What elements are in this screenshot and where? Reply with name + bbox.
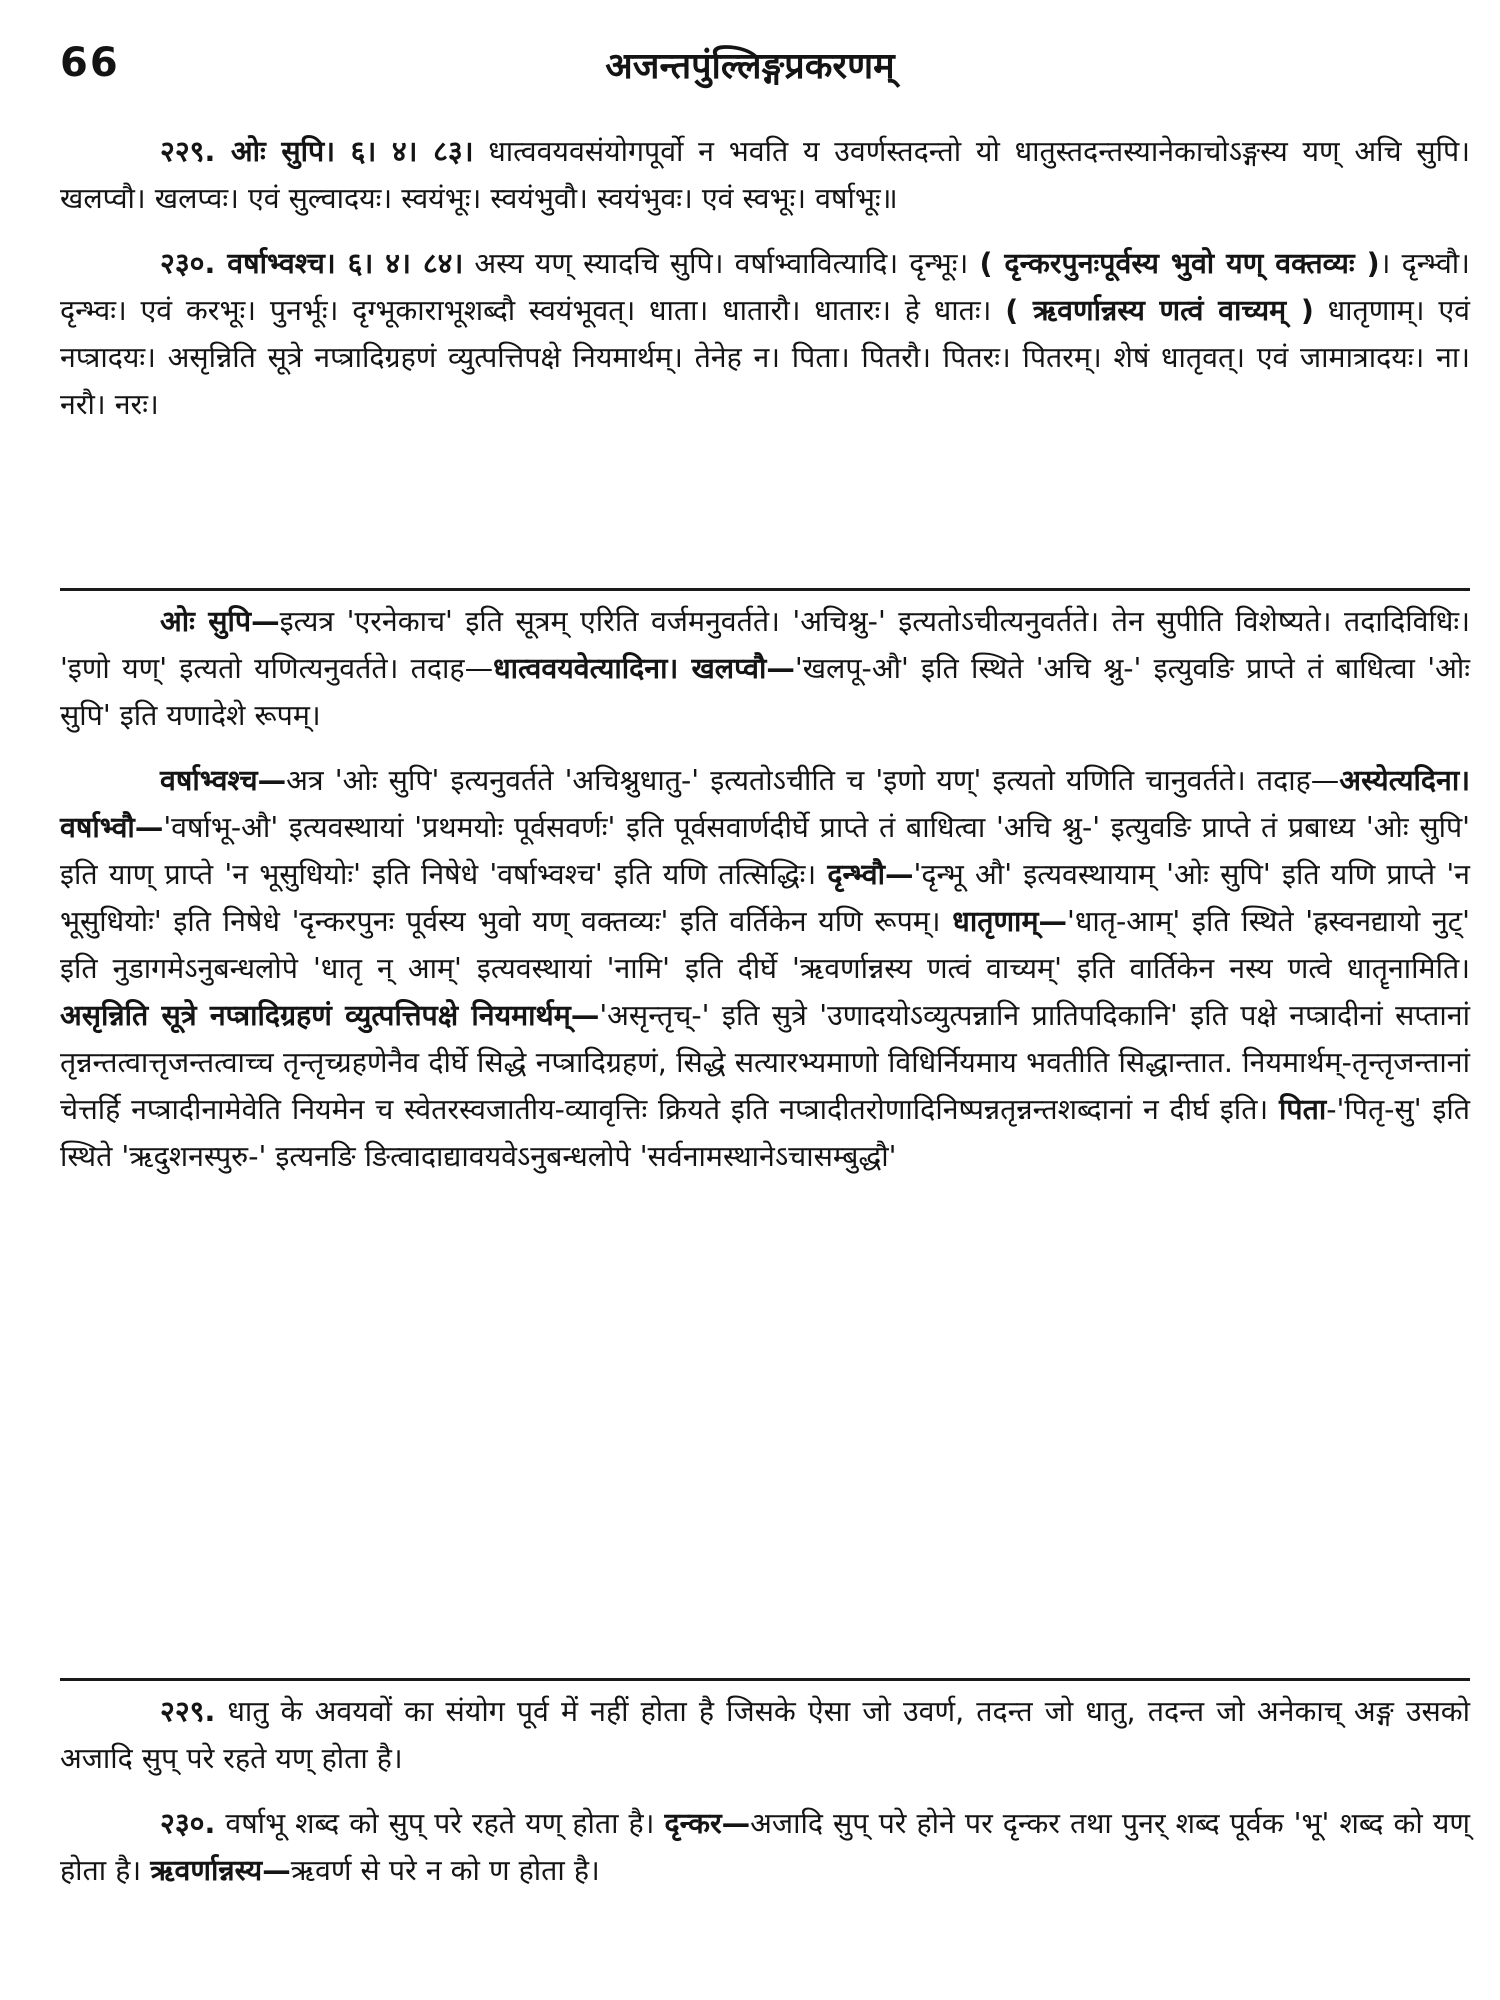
bold-text: २२९. ओः सुपि। ६। ४। ८३।	[160, 135, 474, 168]
body-text: धातु के अवयवों का संयोग पूर्व में नहीं होता है जिसके ऐसा जो उवर्ण, तदन्त जो धातु, तदन्त जो अनेकाच् अङ्ग उसको अजादि सुप् परे रहते यण् होता है।	[60, 1695, 1470, 1775]
paragraph	[60, 598, 1470, 739]
body-text: -'पितृ-सु' इति स्थिते 'ऋदुशनस्पुरु-' इत्यनङि ङित्वादाद्यावयवेऽनुबन्धलोपे 'सर्वनामस्थानेऽचासम्बुद्धौ'	[60, 1093, 1470, 1173]
body-text: अत्र 'ओः सुपि' इत्यनुवर्तते 'अचिश्नुधातु-' इत्यतोऽचीति च 'इणो यण्' इत्यतो यणिति चानुवर्तते। तदाह—	[286, 764, 1340, 797]
body-text: धात्ववयवसंयोगपूर्वो न भवति य उवर्णस्तदन्तो यो धातुस्तदन्तस्यानेकाचोऽङ्गस्य यण् अचि सुपि। खलप्वौ। खलप्वः। एवं सुल्वादयः। स्वयंभूः। स्वयंभुवौ। स्वयंभुवः। एवं स्वभूः। वर्षाभूः॥	[60, 135, 1470, 215]
bold-text: अस्येत्यदिना। वर्षाभ्वौ—	[60, 764, 1470, 844]
paragraph	[60, 128, 1470, 222]
page-header	[60, 40, 1440, 100]
section-divider	[60, 588, 1470, 591]
bold-text: धात्ववयवेत्यादिना। खलप्वौ—	[493, 652, 795, 685]
bold-text: ( ऋवर्णान्नस्य णत्वं वाच्यम् )	[1005, 294, 1314, 327]
body-text: 'दृन्भू औ' इत्यवस्थायाम् 'ओः सुपि' इति यणि प्राप्ते 'न भूसुधियोः' इति निषेधे 'दृन्करपुनः पूर्वस्य भुवो यण् वक्तव्यः' इति वर्तिकेन यणि रूपम्।	[60, 858, 1470, 938]
body-text: अजादि सुप् परे होने पर दृन्कर तथा पुनर् शब्द पूर्वक 'भू' शब्द को यण् होता है।	[60, 1807, 1470, 1887]
bold-text: पिता	[1279, 1093, 1327, 1126]
bold-text: २३०.	[160, 1807, 216, 1840]
paragraph	[60, 240, 1470, 428]
paragraph	[60, 1688, 1470, 1782]
body-text: ऋवर्ण से परे न को ण होता है।	[290, 1854, 600, 1887]
bold-text: २२९.	[160, 1695, 216, 1728]
body-text: 'खलपू-औ' इति स्थिते 'अचि श्नु-' इत्युवङि प्राप्ते तं बाधित्वा 'ओः सुपि' इति यणादेशे रूपम्।	[60, 652, 1470, 732]
bold-text: धातृणाम्—	[952, 905, 1067, 938]
bold-text: २३०. वर्षाभ्वश्च। ६। ४। ८४।	[160, 247, 464, 280]
commentary-section	[60, 598, 1470, 1198]
paragraph	[60, 757, 1470, 1180]
hindi-translation-section	[60, 1688, 1470, 1912]
bold-text: दृन्कर—	[664, 1807, 751, 1840]
section-divider	[60, 1678, 1470, 1681]
body-text: । दृन्भ्वौ। दृन्भ्वः। एवं करभूः। पुनर्भूः। दृग्भूकाराभूशब्दौ स्वयंभूवत्। धाता। धातारौ। धातारः। हे धातः।	[60, 247, 1470, 327]
bold-text: ओः सुपि—	[160, 605, 280, 638]
body-text: अस्य यण् स्यादचि सुपि। वर्षाभ्वावित्यादि। दृन्भूः।	[463, 247, 980, 280]
body-text: 'धातृ-आम्' इति स्थिते 'ह्रस्वनद्यायो नुट्' इति नुडागमेऽनुबन्धलोपे 'धातृ न् आम्' इत्यवस्थायां 'नामि' इति दीर्घे 'ऋवर्णान्नस्य णत्वं वाच्यम्' इति वार्तिकेन नस्य णत्वे धातॄनामिति।	[60, 905, 1470, 985]
page-number: 66	[60, 40, 120, 86]
body-text: वर्षाभू शब्द को सुप् परे रहते यण् होता है।	[215, 1807, 665, 1840]
body-text: धातृणाम्। एवं नप्त्रादयः। असृन्निति सूत्रे नप्त्रादिग्रहणं व्युत्पत्तिपक्षे नियमार्थम्। तेनेह न। पिता। पितरौ। पितरः। पितरम्। शेषं धातृवत्। एवं जामात्रादयः। ना। नरौ। नरः।	[60, 294, 1470, 421]
body-text: 'असृन्तृच्-' इति सुत्रे 'उणादयोऽव्युत्पन्नानि प्रातिपदिकानि' इति पक्षे नप्त्रादीनां सप्तानां तृन्नन्तत्वात्तृजन्तत्वाच्च तृन्तृच्ग्रहणेनैव दीर्घे सिद्धे नप्त्रादिग्रहणं, सिद्धे सत्यारभ्यमाणो विधिर्नियमाय भवतीति सिद्धान्तात. नियमार्थम्-तृन्तृजन्तानां चेत्तर्हि नप्त्रादीनामेवेति नियमेन च स्वेतरस्वजातीय-व्यावृत्तिः क्रियते इति नप्त्रादीतरोणादिनिष्पन्नतृन्नन्तशब्दानां न दीर्घ इति।	[60, 999, 1470, 1126]
bold-text: असृन्निति सूत्रे नप्त्रादिग्रहणं व्युत्पत्तिपक्षे नियमार्थम्—	[60, 999, 600, 1032]
sutra-section	[60, 128, 1470, 446]
bold-text: वर्षाभ्वश्च—	[160, 764, 287, 797]
paragraph	[60, 1800, 1470, 1894]
body-text: इत्यत्र 'एरनेकाच' इति सूत्रम् एरिति वर्जमनुवर्तते। 'अचिश्नु-' इत्यतोऽचीत्यनुवर्तते। तेन सुपीति विशेष्यते। तदादिविधिः। 'इणो यण्' इत्यतो यणित्यनुवर्तते। तदाह—	[60, 605, 1470, 685]
bold-text: दृन्भ्वौ—	[827, 858, 914, 891]
bold-text: ऋवर्णान्नस्य—	[150, 1854, 291, 1887]
body-text: 'वर्षाभू-औ' इत्यवस्थायां 'प्रथमयोः पूर्वसवर्णः' इति पूर्वसवार्णदीर्घे प्राप्ते तं बाधित्वा 'अचि श्नु-' इत्युवङि प्राप्ते तं प्रबाध्य 'ओः सुपि' इति याण् प्राप्ते 'न भूसुधियोः' इति निषेधे 'वर्षाभ्वश्च' इति यणि तत्सिद्धिः।	[60, 811, 1470, 891]
bold-text: ( दृन्करपुनःपूर्वस्य भुवो यण् वक्तव्यः )	[979, 247, 1380, 280]
running-head: अजन्तपुंल्लिङ्गप्रकरणम्	[605, 46, 895, 87]
